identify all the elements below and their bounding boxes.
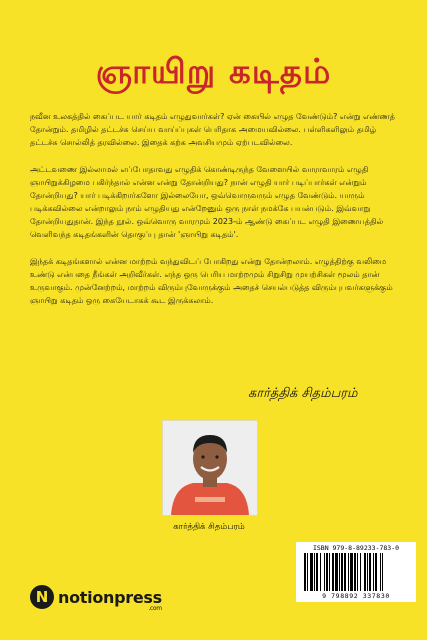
book-title: ஞாயிறு கடிதம் <box>95 52 332 92</box>
barcode-bars <box>304 553 408 591</box>
publisher-wordmark <box>58 587 162 612</box>
publisher-logo <box>30 582 162 612</box>
author-signature: கார்த்திக் சிதம்பரம் <box>248 386 358 401</box>
author-name-caption: கார்த்திக் சிதம்பரம் <box>173 522 245 532</box>
blurb-paragraph-3: இந்தக் கடிதங்களால் என்ன மாற்றம் வந்துவிடப் போகிறது என்று தோன்றலாம். எழுத்திற்கு வலிமை உண்டு என்பதை நீங்கள் அறிவீர்கள். எந்த ஒரு பெரிய மாற்றமும் சிறுசிறு முயற்சிகள் மூலம் தான் உருவாகும். முன்னேற்றம், மாற்றம் விரும்புவோருக்கும் அதைச் செயல்படுத்த விரும்புபவர்களுக்கும் ஞாயிறு கடிதம் ஒரு கையேடாகக் கூட இருக்கலாம். <box>30 257 393 305</box>
notionpress-mark-icon: N <box>30 585 54 609</box>
blurb-paragraph-1: நவீன உலகத்தில் கைப்பட யார் கடிதம் எழுதுவார்கள்? ஏன் கையில் எழுத வேண்டும்? என்று எண்ணத் தோன்றும். தமிழில் தட்டச்சு செய்ய வாய்ப்புகள் பெரிதாக அமையவில்லை. பள்ளிகளிலும் தமிழ் தட்டச்சு சொல்லித் தரவில்லை. இதைக் கற்க அவசியமும் ஏற்படவில்லை. <box>30 112 395 147</box>
isbn-barcode <box>296 542 416 602</box>
isbn-label: ISBN 979-8-89233-783-0 <box>312 544 400 552</box>
back-cover-blurb <box>30 110 402 321</box>
author-photo <box>162 420 258 516</box>
publisher-name: notionpress <box>58 587 162 607</box>
publisher-domain-suffix: .com <box>148 604 162 612</box>
author-portrait-image <box>163 421 257 515</box>
barcode-number: 9 798892 337830 <box>322 592 390 600</box>
blurb-paragraph-2: அட்டவணை இல்லாமல் எப்போதாவது எழுதிக் கொண்டிருந்த வேளையில் வாராவாரம் எழுதி ஞாயிறுக்கிழமை பகிர்ந்தால் என்ன என்று தோன்றியது? நான் எழுதி யார் படிப்பார்கள் என்றும் தோன்றியது? யார் படிக்கிறார்களோ இல்லையோ, ஒவ்வொருவரும் எழுத வேண்டும். யாரும் படிக்கவில்லை என்றாலும் நாம் எழுதியது என்றேனும் ஒரு நாள் நமக்கே பயன்படும். இவ்வாறு தோன்றியதுதான். இந்த நூல். ஒவ்வொரு வாரமும் 2023-ம் ஆண்டு கைப்பட எழுதி இணையத்தில் வெளிவந்த கடிதங்களின் தொகுப்பு தான் 'ஞாயிறு கடிதம்'. <box>30 165 384 239</box>
